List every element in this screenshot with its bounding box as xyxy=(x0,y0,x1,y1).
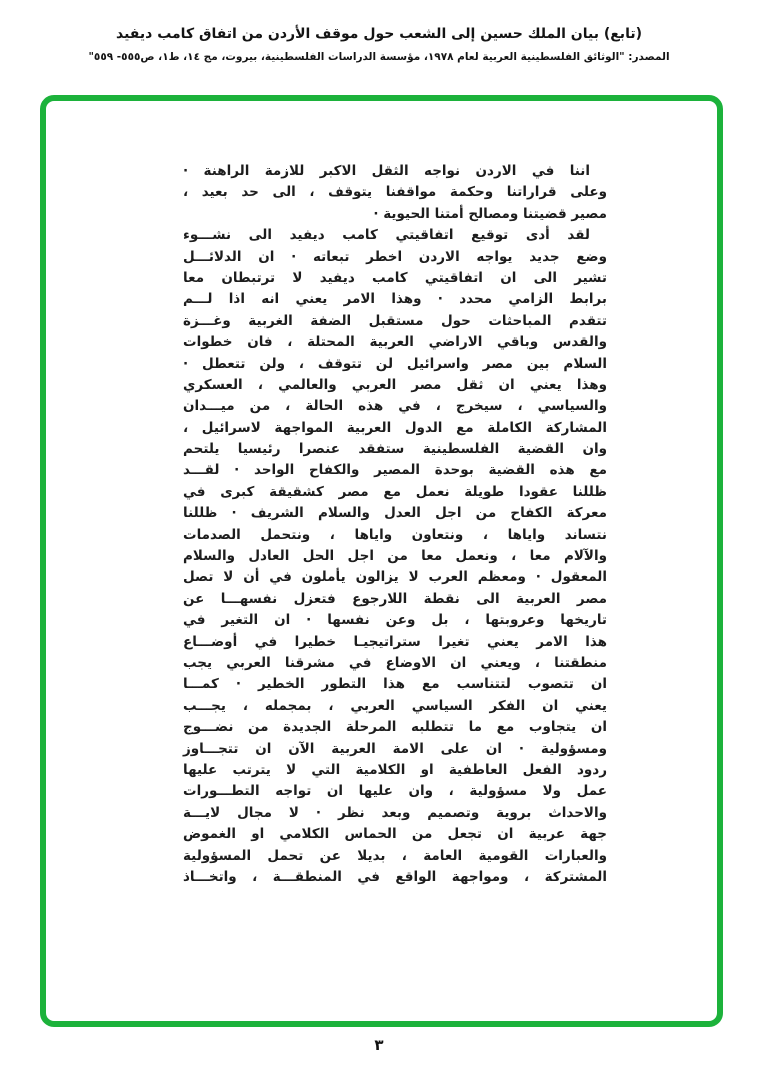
document-header xyxy=(0,26,758,63)
document-source-citation: المصدر: "الوثائق الفلسطينية العربية لعام ١٩٧٨، مؤسسة الدراسات الفلسطينية، بيروت، مج ١٤، ط١، ص٥٥٥- ٥٥٩" xyxy=(88,51,670,63)
text-line: السلام بين مصر واسرائيل لن تتوقف ، ولن تتعطل · xyxy=(183,355,607,372)
text-line: وان القضية الفلسطينية ستفقد عنصرا رئيسيا يلتحم xyxy=(183,441,607,458)
page-number: ٣ xyxy=(374,1036,384,1054)
text-line: ظللنا عقودا طويلة نعمل مع مصر كشقيقة كبرى في xyxy=(183,483,607,500)
text-line: وعلى قراراتنا وحكمة مواقفنا يتوقف ، الى حد بعيد ، xyxy=(183,184,607,201)
text-line: المشتركة ، ومواجهة الواقع في المنطقـــة ، واتخـــاذ xyxy=(183,868,607,885)
text-line: والسياسي ، سيخرج ، في هذه الحالة ، من ميـــدان xyxy=(183,398,607,415)
text-line: نتساند واياها ، ونتعاون واياها ، ونتحمل الصدمات xyxy=(183,526,607,543)
text-line: وهذا يعني ان ثقل مصر العربي والعالمي ، العسكري xyxy=(183,376,607,393)
text-line: تشير الى ان اتفاقيتي كامب ديفيد لا ترتبطان معا xyxy=(183,269,607,286)
text-line: معركة الكفاح من اجل العدل والسلام الشريف · ظللنا xyxy=(183,505,607,522)
text-line: يعني ان الفكر السياسي العربي ، بمجمله ، يجـــب xyxy=(183,697,607,714)
text-line: والعبارات القومية العامة ، بديلا عن تحمل المسؤولية xyxy=(183,847,607,864)
text-line: ان يتجاوب مع ما تتطلبه المرحلة الجديدة من نضـــوج xyxy=(183,719,607,736)
text-line: تتقدم المباحثات حول مستقبل الضفة الغربية وغـــزة xyxy=(183,312,607,329)
text-line: اننا في الاردن نواجه الثقل الاكبر للازمة الراهنة · xyxy=(183,163,590,179)
text-line: لقد أدى توقيع اتفاقيتي كامب ديفيد الى نشـــوء xyxy=(183,227,590,244)
text-line: عمل ولا مسؤولية ، وان عليها ان تواجه التطـــورات xyxy=(183,783,607,800)
text-line: منطقتنا ، ويعني ان الاوضاع في مشرقنا العربي يجب xyxy=(183,654,607,671)
text-line: وضع جديد يواجه الاردن اخطر تبعاته · ان الدلائـــل xyxy=(183,248,607,265)
text-line: هذا الامر يعني تغيرا ستراتيجيـا خطيرا في أوضـــاع xyxy=(183,633,607,650)
text-line: تاريخها وعروبتها ، بل وعن نفسها · ان التغير في xyxy=(183,612,607,629)
text-line: ان تتصوب لتتناسب مع هذا التطور الخطير · كمـــا xyxy=(183,676,607,693)
text-line: والقدس وباقي الاراضي العربية المحتلة ، فان خطوات xyxy=(183,334,607,351)
text-line: مصر العربية الى نقطة اللارجوع فتعزل نفسهـــا عن xyxy=(183,590,607,607)
body-text-block xyxy=(183,161,607,888)
text-line: والآلام معا ، ونعمل معا من اجل الحل العادل والسلام xyxy=(183,548,607,565)
text-line: ومسؤولية · ان على الامة العربية الآن ان تتجـــاوز xyxy=(183,740,607,757)
text-line: ردود الفعل العاطفية او الكلامية التي لا يترتب عليها xyxy=(183,761,607,778)
text-line: المعقول · ومعظم العرب لا يزالون يأملون في أن لا تصل xyxy=(183,569,607,586)
text-line: المشاركة الكاملة مع الدول العربية المواجهة لاسرائيل ، xyxy=(183,419,607,436)
text-line: مع هذه القضية بوحدة المصير والكفاح الواحد · لقـــد xyxy=(183,462,607,479)
text-line: جهة عربية ان تجعل من الحماس الكلامي او الغموض xyxy=(183,826,607,843)
text-line: والاحداث بروية وتصميم وبعد نظر · لا مجال لايـــة xyxy=(183,804,607,821)
text-line: برابط الزامي محدد · وهذا الامر يعني انه اذا لـــم xyxy=(183,291,607,308)
text-line: مصير قضيتنا ومصالح أمتنا الحيوية · xyxy=(373,205,607,222)
document-title: (تابع) بيان الملك حسين إلى الشعب حول موقف الأردن من اتفاق كامب ديفيد xyxy=(116,26,642,42)
